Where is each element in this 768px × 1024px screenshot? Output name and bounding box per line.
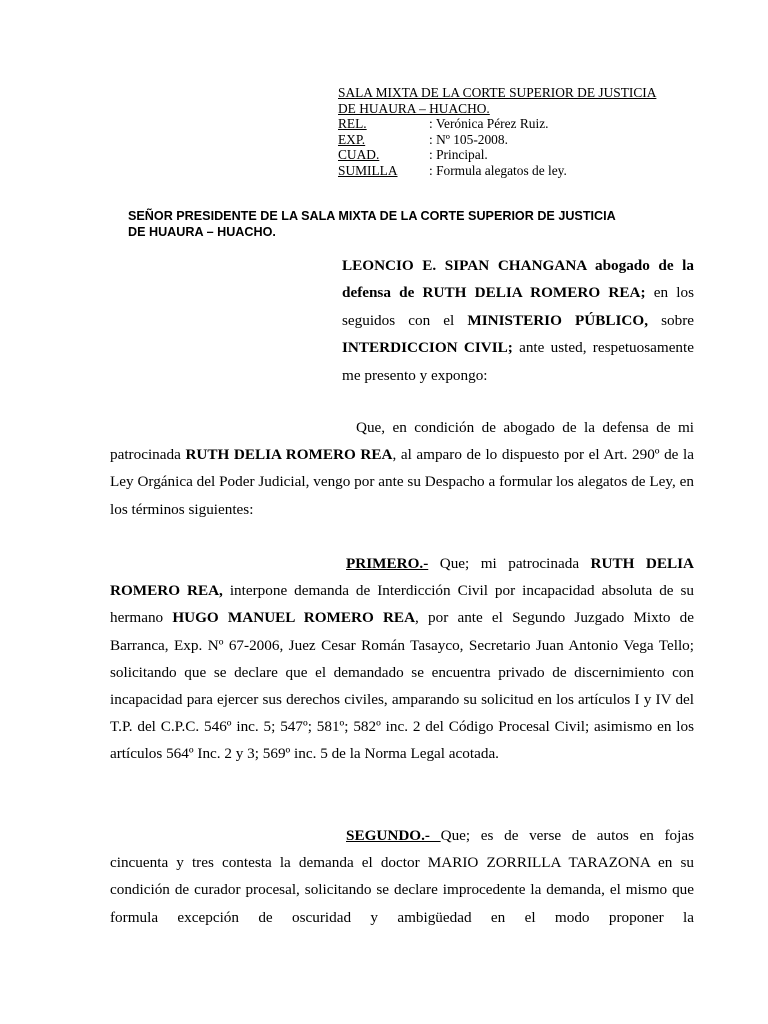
paragraph-preamble — [110, 414, 694, 523]
court-name-line-2: DE HUAURA – HUACHO. — [338, 100, 490, 116]
header-row-rel — [338, 116, 698, 132]
segundo-heading: SEGUNDO.- — [346, 827, 441, 844]
intro-opposing-party: MINISTERIO PÚBLICO, — [467, 311, 648, 329]
case-header — [338, 85, 698, 179]
segundo-text-1: Que; es de verse de autos en fojas cincuenta y tres contesta la demanda el doctor MARIO ZORRILLA TARAZONA en su condición de curador procesal, solicitando se declare improcedente la demanda, el mismo que formula excepción de oscuridad y ambigüedad en el modo proponer la — [110, 827, 694, 926]
intro-paragraph — [342, 252, 694, 389]
primero-heading: PRIMERO.- — [346, 555, 429, 572]
header-value-rel: : Verónica Pérez Ruiz. — [429, 116, 549, 132]
paragraph-primero — [110, 550, 694, 768]
header-label-exp: EXP. — [338, 131, 366, 147]
addressee-line-1: SEÑOR PRESIDENTE DE LA SALA MIXTA DE LA CORTE SUPERIOR DE JUSTICIA — [128, 209, 616, 223]
header-row-cuad — [338, 147, 698, 163]
header-value-cuad: : Principal. — [429, 147, 488, 163]
primero-defendant-name: HUGO MANUEL ROMERO REA — [172, 609, 416, 627]
court-name-line-1: SALA MIXTA DE LA CORTE SUPERIOR DE JUSTICIA — [338, 85, 657, 100]
header-label-sumilla: SUMILLA — [338, 162, 398, 178]
intro-text-2: sobre — [648, 311, 695, 329]
header-value-sumilla: : Formula alegatos de ley. — [429, 162, 567, 178]
header-row-exp — [338, 132, 698, 148]
primero-client-name: RUTH DELIA ROMERO REA, — [110, 555, 694, 600]
addressee — [128, 209, 698, 240]
header-value-exp: : Nº 105-2008. — [429, 131, 508, 147]
preamble-text-1: Que, en condición de abogado de la defensa de mi patrocinada — [110, 419, 694, 464]
paragraph-segundo — [110, 822, 694, 931]
header-row-sumilla — [338, 163, 698, 179]
intro-lawyer-name: LEONCIO E. SIPAN CHANGANA abogado de la defensa de RUTH DELIA ROMERO REA; — [342, 257, 694, 302]
addressee-line-2: DE HUAURA – HUACHO. — [128, 224, 276, 239]
intro-case-subject: INTERDICCION CIVIL; — [342, 339, 513, 357]
header-label-rel: REL. — [338, 116, 367, 132]
intro-text-3: ante usted, respetuosamente me presento y expongo: — [342, 339, 694, 384]
preamble-text-2: , al amparo de lo dispuesto por el Art. 290º de la Ley Orgánica del Poder Judicial, vengo por ante su Despacho a formular los alegatos de Ley, en los términos siguientes: — [110, 446, 694, 518]
primero-text-3: , por ante el Segundo Juzgado Mixto de Barranca, Exp. Nº 67-2006, Juez Cesar Román Tasayco, Secretario Juan Antonio Vega Tello; solicitando que se declare que el demandado se encuentra privado de discernimiento con incapacidad para ejercer sus derechos civiles, amparando su solicitud en los artículos I y IV del T.P. del C.P.C. 546º inc. 5; 547º; 581º; 582º inc. 2 del Código Procesal Civil; asimismo en los artículos 564º Inc. 2 y 3; 569º inc. 5 de la Norma Legal acotada. — [110, 609, 695, 763]
preamble-client-name: RUTH DELIA ROMERO REA — [185, 446, 393, 464]
header-label-cuad: CUAD. — [338, 147, 380, 163]
intro-text-1: en los seguidos con el — [342, 284, 695, 329]
primero-text-2: interpone demanda de Interdicción Civil por incapacidad absoluta de su hermano — [110, 582, 694, 627]
primero-text-1: Que; mi patrocinada — [428, 555, 591, 572]
